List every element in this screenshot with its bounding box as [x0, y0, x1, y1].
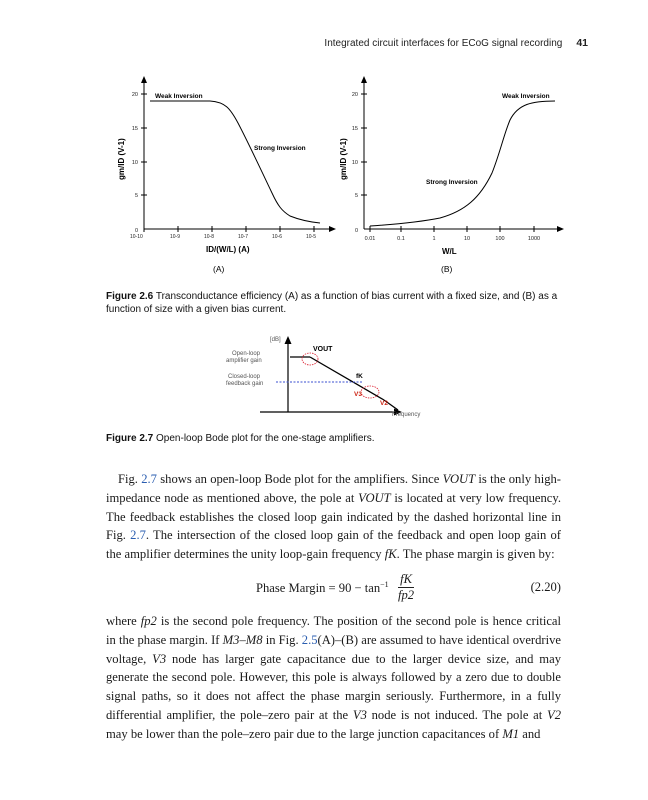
figure-2-7-caption-label: Figure 2.7: [106, 433, 154, 444]
bode-fk-label: fK: [356, 373, 363, 380]
panel-a-ytick-5: 5: [134, 193, 138, 199]
panel-a-ytick-0: 0: [134, 228, 138, 234]
panel-a-weak-label: Weak Inversion: [155, 93, 203, 100]
panel-b-strong-label: Strong Inversion: [426, 179, 478, 186]
panel-a-xtick-5: 10-6: [272, 234, 283, 240]
panel-b-weak-label: Weak Inversion: [502, 93, 550, 100]
figure-2-6-caption-text: Transconductance efficiency (A) as a function of bias current with a fixed size, and (B) as a function of size with a given bias current.: [106, 291, 558, 315]
panel-b-xlabel: W/L: [442, 247, 457, 256]
panel-a-label: (A): [213, 264, 225, 274]
panel-b-xtick-6: 1000: [527, 236, 541, 242]
panel-b-xtick-2: 0.1: [397, 236, 405, 242]
panel-b-chart: [339, 76, 564, 274]
panel-a-chart: [117, 76, 336, 274]
panel-b-curve: [370, 101, 555, 226]
bode-x-label: Frequency: [392, 412, 421, 418]
panel-b-xtick-3: 1: [432, 236, 436, 242]
panel-b-label: (B): [441, 264, 453, 274]
bode-v2-label: V2: [380, 400, 388, 407]
panel-b-xtick-4: 10: [463, 236, 471, 242]
figure-2-6-caption: [106, 290, 568, 316]
panel-b-ytick-5: 5: [354, 193, 358, 199]
figure-2-7: [220, 330, 450, 422]
equation-2-20: [106, 572, 561, 612]
panel-a-curve: [150, 101, 320, 223]
figure-2-6-caption-label: Figure 2.6: [106, 291, 154, 302]
equation-fraction: $\frac{fK}{fp2}$: [398, 572, 415, 602]
panel-b-xtick-5: 100: [495, 236, 505, 242]
panel-a-ytick-15: 15: [131, 126, 138, 132]
panel-b-ylabel: gm/ID (V-1): [339, 138, 348, 180]
vout-pole-marker: [302, 353, 318, 365]
panel-a-xlabel: ID/(W/L) (A): [206, 245, 250, 254]
open-loop-slope-1: [310, 357, 384, 400]
bode-open-loop-label-2: amplifier gain: [226, 358, 262, 364]
panel-b-ytick-20: 20: [351, 92, 358, 98]
bode-v3-label: V3: [354, 391, 362, 398]
equation-lhs: Phase Margin = $90 - \tan^{-1}$: [256, 580, 389, 596]
equation-number: (2.20): [530, 580, 561, 594]
bode-open-loop-label-1: Open-loop: [232, 351, 261, 357]
panel-a-strong-label: Strong Inversion: [254, 145, 306, 152]
panel-a-xtick-3: 10-8: [204, 234, 215, 240]
panel-a-xtick-2: 10-9: [170, 234, 181, 240]
bode-y-unit: [dB]: [270, 337, 281, 343]
figure-2-6: [100, 68, 570, 280]
panel-a-ytick-10: 10: [131, 160, 138, 166]
fig-2-7-link-2[interactable]: 2.7: [130, 528, 146, 543]
page-number: 41: [576, 37, 588, 49]
bode-closed-loop-label-2: feedback gain: [226, 381, 264, 387]
figure-2-7-caption: [106, 432, 568, 445]
panel-a-xtick-6: 10-5: [306, 234, 317, 240]
panel-b-ytick-0: 0: [354, 228, 358, 234]
bode-closed-loop-label-1: Closed-loop: [228, 374, 261, 380]
panel-a-ylabel: gm/ID (V-1): [117, 138, 126, 180]
paragraph-1: Fig. 2.7 shows an open-loop Bode plot for the amplifiers. Since VOUT is the only high-impedance node as mentioned above, the pole at VOUT is located at very low frequency. The feedback establishes the closed loop gain indicated by the dashed horizontal line in Fig. 2.7. The intersection of the closed loop gain of the feedback and open loop gain of the amplifier determines the unity loop-gain frequency fK. The phase margin is given by:: [106, 472, 562, 562]
bode-vout-label: VOUT: [313, 346, 333, 353]
panel-b-ytick-15: 15: [351, 126, 358, 132]
running-title: Integrated circuit interfaces for ECoG signal recording: [324, 38, 563, 49]
running-header: [324, 37, 588, 49]
fig-2-7-link[interactable]: 2.7: [141, 472, 157, 486]
paragraph-2: where fp2 is the second pole frequency. The position of the second pole is hence critical in the phase margin. If M3–M8 in Fig. 2.5(A)–(B) are assumed to have identical overdrive voltage, V3 node has larger gate capacitance due to the larger device size, and may generate the second pole. However, this pole is always followed by a zero due to double signal paths, so it does not affect the phase margin seriously. Furthermore, in a fully differential amplifier, the pole–zero pair at the V3 node is not induced. The pole at V2 may be lower than the pole–zero pair due to the large junction capacitances of M1 and: [106, 614, 561, 741]
figure-2-7-caption-text: Open-loop Bode plot for the one-stage amplifiers.: [156, 433, 375, 444]
fig-2-5-link[interactable]: 2.5: [301, 632, 318, 647]
panel-a-xtick-1: 10-10: [130, 234, 143, 240]
panel-b-ytick-10: 10: [351, 160, 358, 166]
panel-a-xtick-4: 10-7: [238, 234, 249, 240]
panel-a-ytick-20: 20: [131, 92, 138, 98]
panel-b-xtick-1: 0.01: [364, 236, 376, 242]
